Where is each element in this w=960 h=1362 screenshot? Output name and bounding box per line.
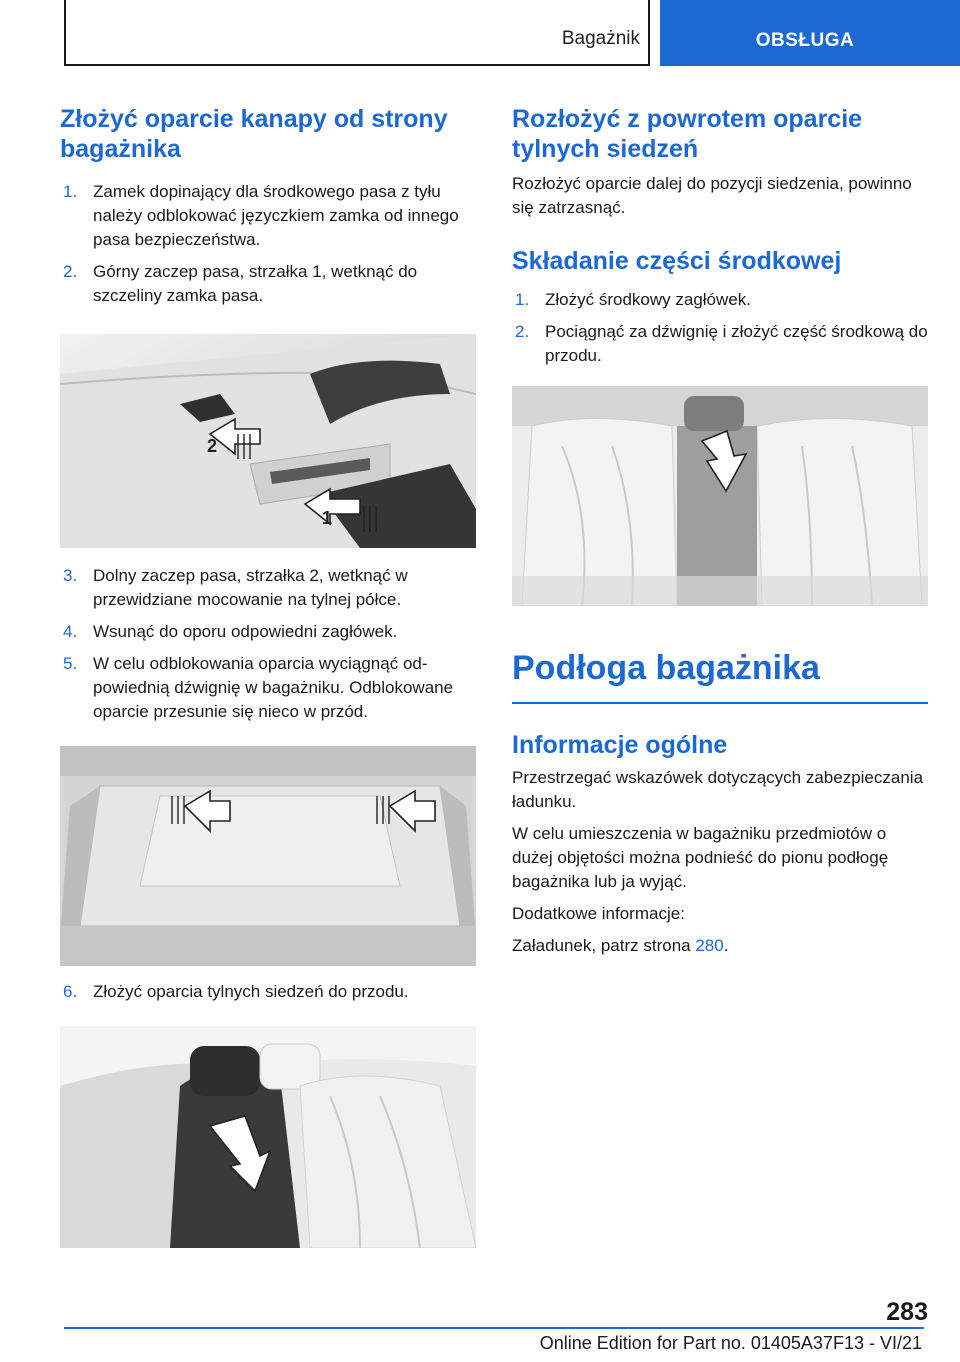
paragraph-info-2: W celu umieszczenia w bagażniku przedmiotów o dużej objętości można podnieść do pionu podłogę bagażnika lub ja wyjąć. — [512, 823, 889, 891]
step-text: Pociągnąć za dźwignię i złożyć część środkową do przodu. — [545, 322, 928, 365]
step-item — [60, 620, 476, 644]
step-text: Złożyć oparcia tylnych siedzeń do przodu. — [93, 982, 409, 1001]
step-number: 2. — [63, 262, 78, 281]
footer-edition: Online Edition for Part no. 01405A37F13 - VI/21 — [539, 1333, 922, 1353]
center-section-illustration — [512, 386, 928, 606]
step-number: 1. — [515, 290, 530, 309]
trunk-levers-illustration — [60, 746, 476, 966]
step-item — [512, 288, 928, 312]
step-number: 2. — [515, 322, 530, 341]
figure-fold-seats — [60, 1026, 476, 1248]
figure-center-section — [512, 386, 928, 606]
step-number: 4. — [63, 622, 78, 641]
figure-label-2: 2 — [207, 436, 218, 456]
figure-belt-hooks — [60, 334, 476, 548]
page-number: 283 — [886, 1298, 928, 1326]
reference-suffix: . — [723, 935, 729, 955]
fold-seats-illustration — [60, 1026, 476, 1248]
paragraph-unfold: Rozłożyć oparcie dalej do pozycji siedzenia, powinno się zatrzasnąć. — [512, 174, 912, 217]
step-text: Wsunąć do oporu odpowiedni zagłówek. — [93, 622, 398, 641]
steps-list-center — [512, 288, 928, 368]
step-item — [60, 564, 476, 612]
section-divider — [512, 702, 928, 704]
footer-divider — [64, 1327, 924, 1329]
header-section-title: Bagażnik — [561, 28, 640, 49]
belt-hooks-illustration — [60, 334, 476, 548]
step-text: Górny zaczep pasa, strzałka 1, wetknąć do szczeliny zamka pasa. — [93, 262, 418, 305]
step-item — [60, 180, 476, 252]
heading-fold-from-trunk: Złożyć oparcie kanapy od strony bagażnika — [60, 105, 448, 163]
right-column — [512, 104, 928, 958]
step-item — [60, 652, 476, 724]
figure-label-1: 1 — [322, 508, 333, 528]
paragraph-info-3: Dodatkowe informacje: — [512, 903, 685, 923]
step-number: 1. — [63, 182, 78, 201]
heading-unfold-seats: Rozłożyć z powrotem oparcie tylnych siedzeń — [512, 105, 863, 163]
page-reference-link[interactable]: 280 — [695, 935, 724, 955]
step-text: Zamek dopinający dla środkowego pasa z tyłu należy odblokować języczkiem zamka od innego pasa bezpieczeństwa. — [93, 182, 459, 249]
reference-prefix: Załadunek, patrz strona — [512, 935, 696, 955]
step-number: 3. — [63, 566, 78, 585]
paragraph-info-1: Przestrzegać wskazówek dotyczących zabezpieczania ładunku. — [512, 767, 924, 811]
step-item — [512, 320, 928, 368]
step-text: Złożyć środkowy zagłówek. — [545, 290, 751, 309]
heading-general-info: Informacje ogólne — [512, 730, 728, 759]
header-chapter-title: OBSŁUGA — [755, 30, 855, 51]
paragraph-reference — [512, 934, 928, 958]
steps-list-c — [60, 980, 476, 1004]
step-item — [60, 980, 476, 1004]
left-column — [60, 104, 476, 1248]
step-text: W celu odblokowania oparcia wyciągnąć odpowiednią dźwignię w bagażniku. Odblokowane oparcie przesunie się nieco w przód. — [93, 654, 454, 721]
step-number: 6. — [63, 982, 78, 1001]
step-text: Dolny zaczep pasa, strzałka 2, wetknąć w przewidziane mocowanie na tylnej półce. — [93, 566, 408, 609]
figure-trunk-levers — [60, 746, 476, 966]
steps-list-b — [60, 564, 476, 724]
section-title-trunk-floor: Podłoga bagażnika — [512, 649, 820, 687]
step-number: 5. — [63, 654, 78, 673]
heading-fold-center: Składanie części środkowej — [512, 247, 842, 275]
steps-list-a — [60, 180, 476, 308]
step-item — [60, 260, 476, 308]
